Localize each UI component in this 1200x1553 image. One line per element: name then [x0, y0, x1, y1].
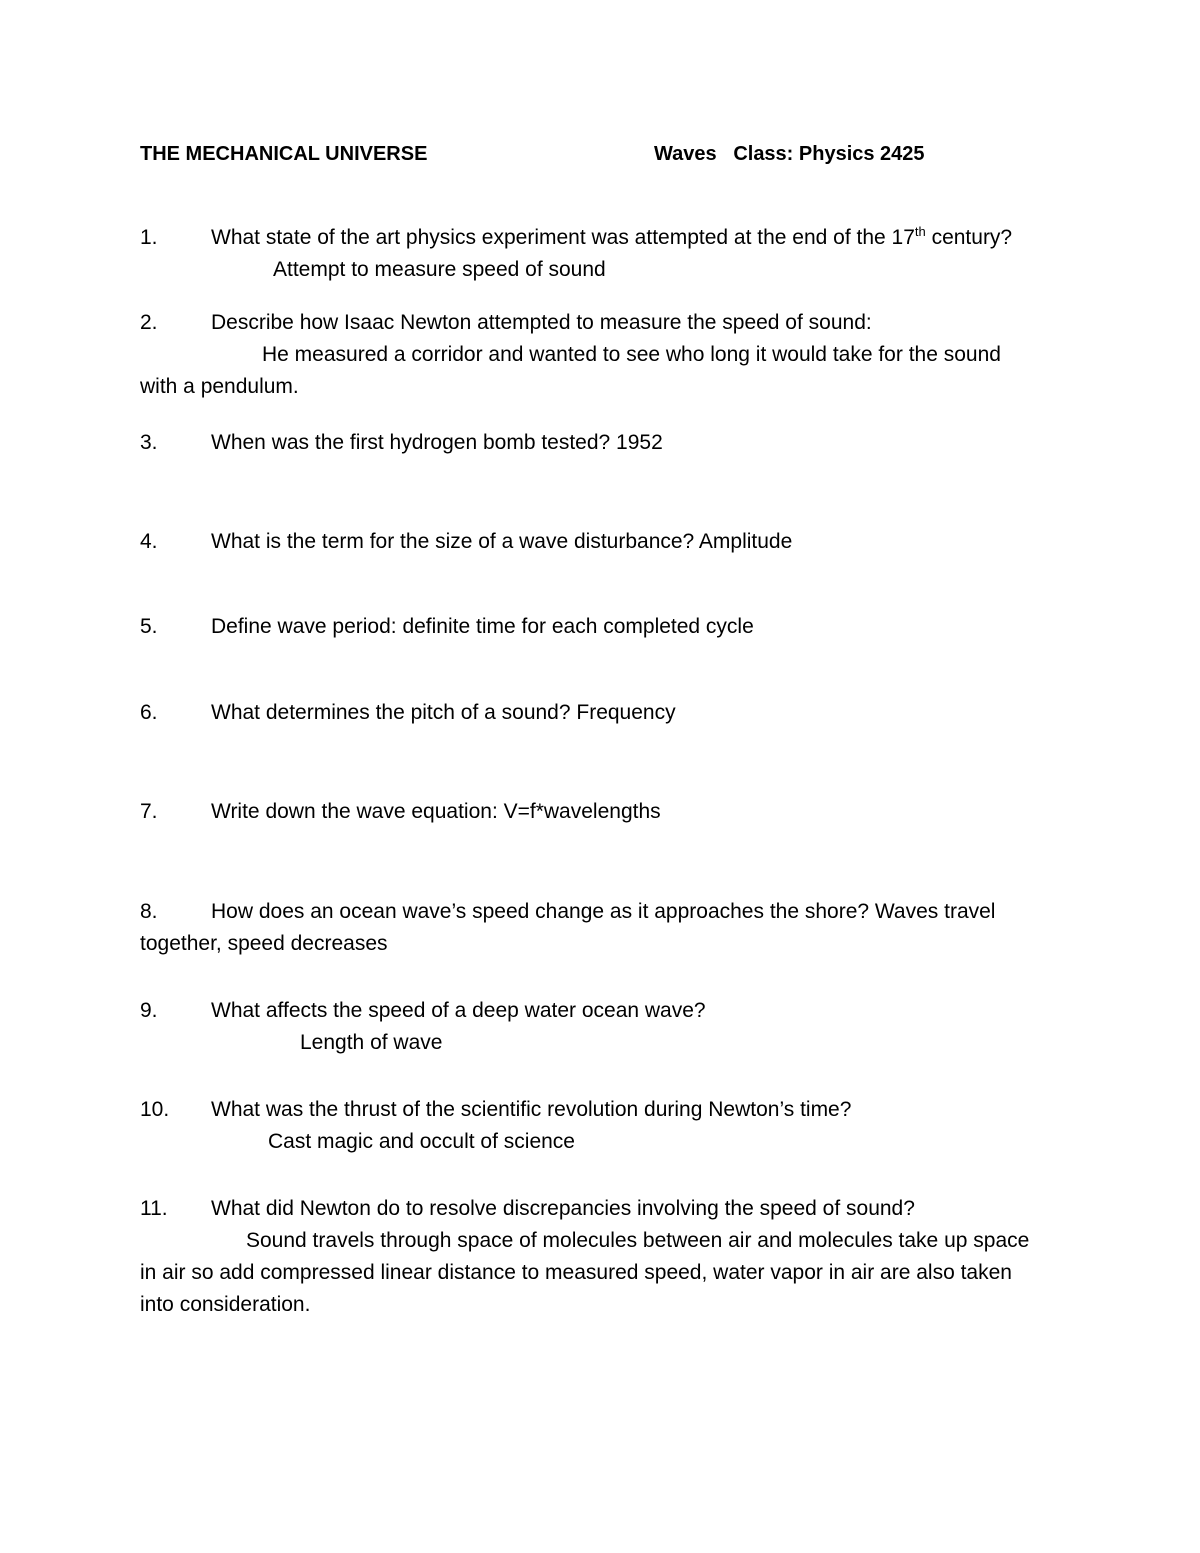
answer-text-line-1: He measured a corridor and wanted to see who long it would take for the sound [262, 343, 1001, 366]
question-number: 1. [140, 226, 158, 249]
question-text: What did Newton do to resolve discrepancies involving the speed of sound? [211, 1197, 915, 1220]
question-text: How does an ocean wave’s speed change as it approaches the shore? Waves travel [211, 900, 996, 923]
question-text: Write down the wave equation: V=f*wavelengths [211, 800, 661, 823]
question-number: 10. [140, 1098, 170, 1121]
document-title: THE MECHANICAL UNIVERSE [140, 143, 428, 165]
question-4 [140, 526, 1060, 558]
superscript-th: th [914, 224, 926, 239]
question-number: 8. [140, 900, 158, 923]
question-text: What is the term for the size of a wave disturbance? Amplitude [211, 530, 793, 553]
question-9 [140, 995, 1060, 1059]
question-number: 5. [140, 615, 158, 638]
question-8 [140, 896, 1060, 960]
question-10 [140, 1094, 1060, 1158]
question-5 [140, 611, 1060, 643]
question-text: What determines the pitch of a sound? Frequency [211, 701, 676, 724]
question-6 [140, 697, 1060, 729]
question-text-line-2: together, speed decreases [140, 932, 388, 955]
answer-text: Length of wave [300, 1031, 443, 1054]
question-2 [140, 307, 1060, 403]
question-number: 4. [140, 530, 158, 553]
question-number: 9. [140, 999, 158, 1022]
question-number: 2. [140, 311, 158, 334]
question-text: Describe how Isaac Newton attempted to measure the speed of sound: [211, 311, 872, 334]
answer-text-line-1: Sound travels through space of molecules between air and molecules take up space [246, 1229, 1030, 1252]
question-number: 6. [140, 701, 158, 724]
question-text: Define wave period: definite time for each completed cycle [211, 615, 754, 638]
question-text: When was the first hydrogen bomb tested? 1952 [211, 431, 663, 454]
answer-text-line-2: in air so add compressed linear distance to measured speed, water vapor in air are also taken [140, 1261, 1012, 1284]
question-3 [140, 427, 1060, 459]
question-7 [140, 796, 1060, 828]
topic-label: Waves [654, 143, 717, 165]
question-text: What affects the speed of a deep water ocean wave? [211, 999, 706, 1022]
question-text: What state of the art physics experiment was attempted at the end of the 17th century? [211, 224, 1013, 249]
class-label: Class: Physics 2425 [733, 143, 925, 165]
answer-text: Attempt to measure speed of sound [273, 258, 606, 281]
question-number: 7. [140, 800, 158, 823]
header-topic-class [654, 138, 925, 170]
question-1 [140, 222, 1060, 286]
answer-text-line-3: into consideration. [140, 1293, 311, 1316]
answer-text-line-2: with a pendulum. [140, 375, 299, 398]
question-number: 3. [140, 431, 158, 454]
question-text: What was the thrust of the scientific revolution during Newton’s time? [211, 1098, 852, 1121]
answer-text: Cast magic and occult of science [268, 1130, 575, 1153]
document-header [140, 138, 1060, 170]
question-number: 11. [140, 1197, 168, 1220]
question-11 [140, 1193, 1060, 1321]
